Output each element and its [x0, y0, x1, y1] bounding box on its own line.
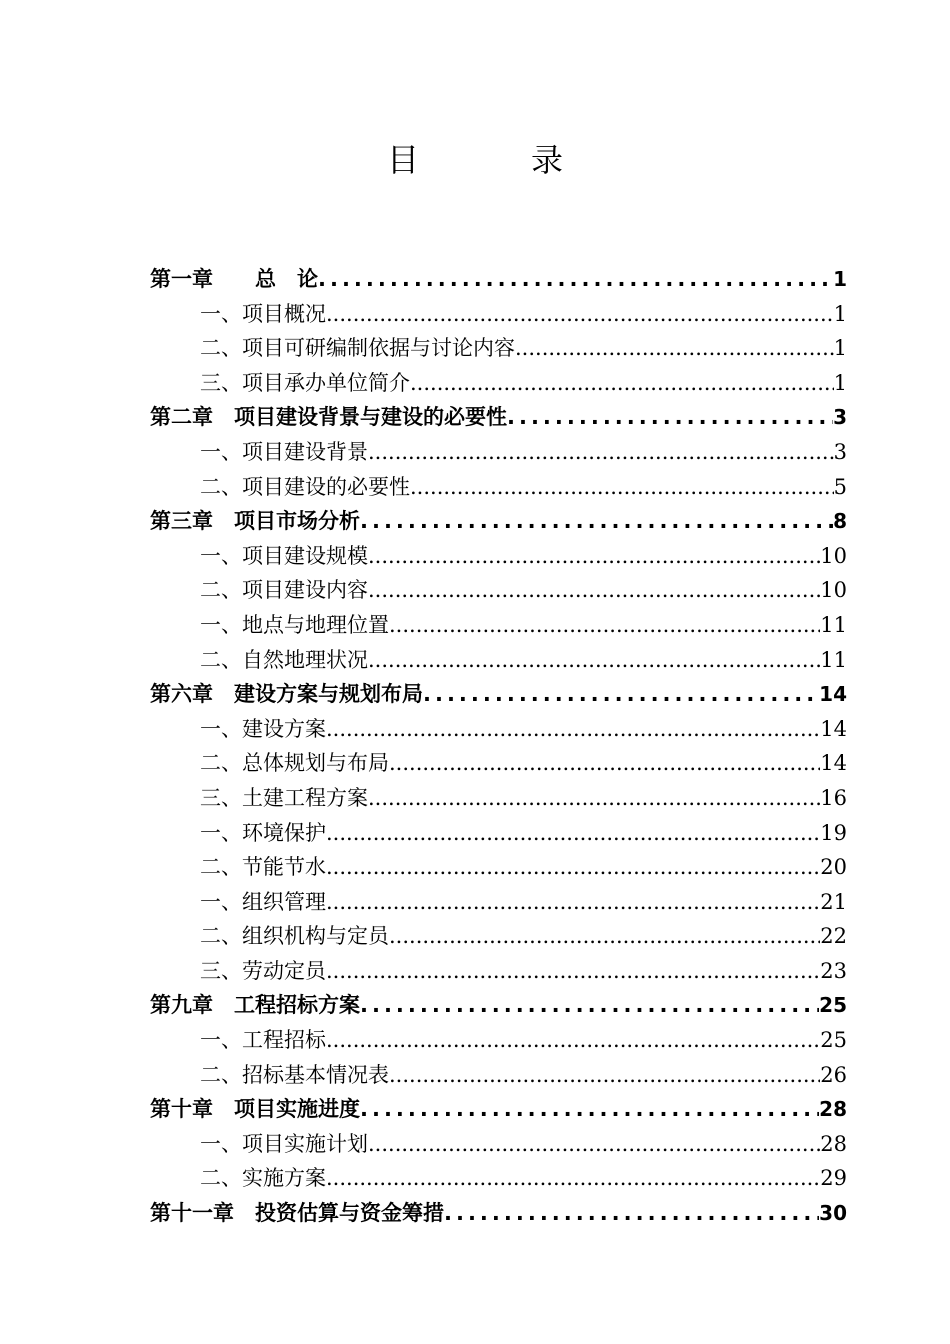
toc-section-entry[interactable] [150, 1162, 847, 1197]
toc-section-entry[interactable] [150, 644, 847, 679]
toc-page-number: 21 [820, 889, 847, 914]
toc-entry-label: 二、组织机构与定员 [200, 924, 389, 949]
toc-section-entry[interactable] [150, 1059, 847, 1094]
toc-section-entry[interactable] [150, 436, 847, 471]
toc-page-number: 10 [820, 543, 847, 568]
toc-section-entry[interactable] [150, 471, 847, 506]
toc-entry-label: 一、建设方案 [200, 716, 326, 741]
dot-leader [326, 821, 820, 845]
page-title: 目 录 [386, 141, 603, 179]
toc-page-number: 25 [819, 993, 847, 1018]
dot-leader [410, 371, 834, 395]
toc-page-number: 11 [820, 612, 847, 637]
dot-leader [326, 1166, 820, 1190]
toc-page-number: 20 [820, 855, 847, 880]
dot-leader [389, 924, 820, 948]
toc-section-entry[interactable] [150, 574, 847, 609]
toc-chapter-entry[interactable] [150, 1197, 847, 1232]
toc-entry-label: 一、项目建设规模 [200, 543, 368, 568]
table-of-contents [150, 263, 847, 1232]
toc-section-entry[interactable] [150, 955, 847, 990]
toc-page-number: 5 [833, 474, 847, 499]
toc-page-number: 19 [820, 820, 847, 845]
toc-section-entry[interactable] [150, 332, 847, 367]
toc-section-entry[interactable] [150, 1128, 847, 1163]
toc-page-number: 28 [820, 1131, 847, 1156]
toc-chapter-entry[interactable] [150, 678, 847, 713]
toc-page-number: 1 [833, 370, 847, 395]
dot-leader [515, 336, 834, 360]
dot-leader [423, 682, 819, 706]
dot-leader [368, 648, 820, 672]
toc-entry-label: 一、地点与地理位置 [200, 612, 389, 637]
toc-entry-label: 二、实施方案 [200, 1166, 326, 1191]
toc-page-number: 14 [820, 716, 847, 741]
toc-entry-label: 三、土建工程方案 [200, 785, 368, 810]
toc-section-entry[interactable] [150, 851, 847, 886]
dot-leader [389, 1063, 820, 1087]
toc-page-number: 8 [833, 509, 847, 534]
toc-page-number: 3 [833, 439, 847, 464]
toc-entry-label: 第三章 项目市场分析 [150, 509, 360, 534]
toc-chapter-entry[interactable] [150, 989, 847, 1024]
dot-leader [507, 405, 833, 429]
toc-page-number: 25 [820, 1028, 847, 1053]
dot-leader [326, 855, 820, 879]
dot-leader [326, 959, 820, 983]
toc-entry-label: 一、项目实施计划 [200, 1131, 368, 1156]
toc-section-entry[interactable] [150, 609, 847, 644]
toc-chapter-entry[interactable] [150, 505, 847, 540]
toc-entry-label: 第九章 工程招标方案 [150, 993, 360, 1018]
dot-leader [360, 993, 819, 1017]
toc-entry-label: 一、项目概况 [200, 301, 326, 326]
toc-page-number: 3 [833, 405, 847, 430]
toc-entry-label: 二、项目建设的必要性 [200, 474, 410, 499]
toc-section-entry[interactable] [150, 886, 847, 921]
toc-entry-label: 三、劳动定员 [200, 958, 326, 983]
dot-leader [326, 1028, 820, 1052]
toc-entry-label: 一、组织管理 [200, 889, 326, 914]
toc-page-number: 28 [819, 1097, 847, 1122]
toc-entry-label: 二、项目建设内容 [200, 578, 368, 603]
dot-leader [368, 544, 820, 568]
toc-section-entry[interactable] [150, 817, 847, 852]
dot-leader [444, 1201, 819, 1225]
toc-page-number: 1 [833, 301, 847, 326]
toc-entry-label: 一、项目建设背景 [200, 439, 368, 464]
toc-section-entry[interactable] [150, 298, 847, 333]
toc-section-entry[interactable] [150, 747, 847, 782]
dot-leader [368, 1132, 820, 1156]
toc-entry-label: 一、工程招标 [200, 1028, 326, 1053]
toc-page-number: 29 [820, 1166, 847, 1191]
toc-entry-label: 二、招标基本情况表 [200, 1062, 389, 1087]
toc-page-number: 14 [819, 682, 847, 707]
toc-page-number: 23 [820, 958, 847, 983]
dot-leader [368, 440, 834, 464]
toc-entry-label: 二、项目可研编制依据与讨论内容 [200, 336, 515, 361]
dot-leader [410, 475, 834, 499]
toc-page-number: 1 [833, 336, 847, 361]
toc-section-entry[interactable] [150, 920, 847, 955]
toc-section-entry[interactable] [150, 1024, 847, 1059]
toc-chapter-entry[interactable] [150, 401, 847, 436]
dot-leader [360, 1097, 819, 1121]
dot-leader [326, 890, 820, 914]
dot-leader [368, 786, 820, 810]
dot-leader [360, 509, 833, 533]
toc-entry-label: 第十一章 投资估算与资金筹措 [150, 1201, 444, 1226]
toc-page-number: 22 [820, 924, 847, 949]
toc-entry-label: 二、自然地理状况 [200, 647, 368, 672]
toc-entry-label: 三、项目承办单位简介 [200, 370, 410, 395]
toc-section-entry[interactable] [150, 367, 847, 402]
toc-entry-label: 第十章 项目实施进度 [150, 1097, 360, 1122]
dot-leader [389, 751, 820, 775]
toc-entry-label: 二、总体规划与布局 [200, 751, 389, 776]
dot-leader [326, 717, 820, 741]
toc-page-number: 11 [820, 647, 847, 672]
toc-section-entry[interactable] [150, 540, 847, 575]
toc-page-number: 1 [833, 267, 847, 291]
toc-page-number: 14 [820, 751, 847, 776]
toc-page-number: 30 [819, 1201, 847, 1226]
toc-section-entry[interactable] [150, 713, 847, 748]
toc-page-number: 26 [820, 1062, 847, 1087]
dot-leader [368, 578, 820, 602]
toc-entry-label: 二、节能节水 [200, 855, 326, 880]
toc-entry-label: 第六章 建设方案与规划布局 [150, 682, 423, 707]
toc-section-entry[interactable] [150, 782, 847, 817]
toc-chapter-entry[interactable] [150, 1093, 847, 1128]
dot-leader [318, 267, 833, 291]
dot-leader [326, 302, 834, 326]
toc-chapter-entry[interactable] [150, 263, 847, 298]
dot-leader [389, 613, 820, 637]
toc-entry-label: 一、环境保护 [200, 820, 326, 845]
toc-page-number: 10 [820, 578, 847, 603]
toc-entry-label: 第一章 总 论 [150, 267, 318, 291]
toc-entry-label: 第二章 项目建设背景与建设的必要性 [150, 405, 507, 430]
toc-page-number: 16 [820, 785, 847, 810]
